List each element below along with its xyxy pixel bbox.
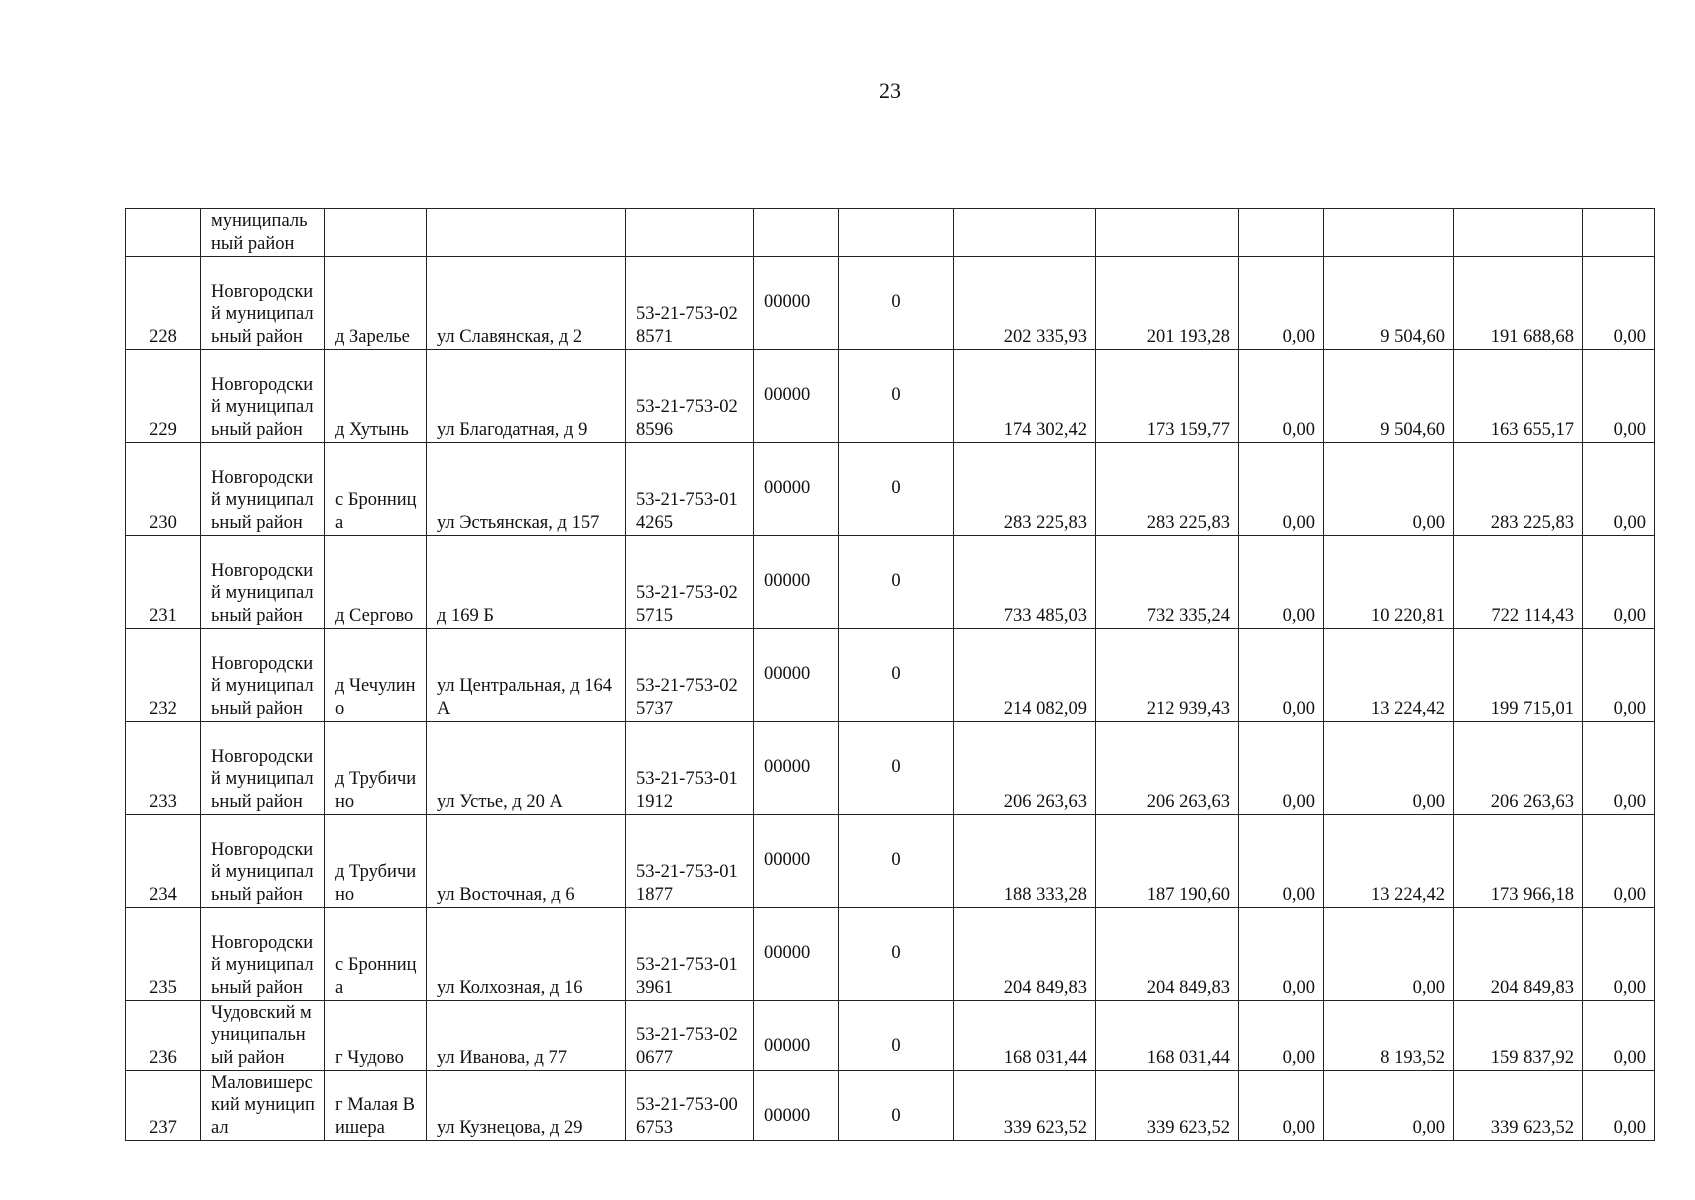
cell-value-6: 0,00 bbox=[1583, 1001, 1655, 1071]
cell-index: 234 bbox=[126, 815, 201, 908]
cell-value-3: 0,00 bbox=[1239, 350, 1324, 443]
cell-okato-code: 53-21-753-025737 bbox=[626, 629, 754, 722]
cell-district: Новгородский муниципальный район bbox=[201, 908, 325, 1001]
cell-code: 00000 bbox=[754, 1001, 839, 1071]
cell-index bbox=[126, 209, 201, 257]
table-row bbox=[126, 722, 1655, 815]
cell-value-4: 10 220,81 bbox=[1324, 536, 1454, 629]
table-row bbox=[126, 815, 1655, 908]
cell-value-1: 206 263,63 bbox=[954, 722, 1096, 815]
cell-okato-code: 53-21-753-020677 bbox=[626, 1001, 754, 1071]
cell-okato-code: 53-21-753-011912 bbox=[626, 722, 754, 815]
cell-index: 231 bbox=[126, 536, 201, 629]
cell-index: 236 bbox=[126, 1001, 201, 1071]
cell-value-2: 173 159,77 bbox=[1096, 350, 1239, 443]
cell-district: Новгородский муниципальный район bbox=[201, 350, 325, 443]
table-row bbox=[126, 257, 1655, 350]
cell-settlement: д Сергово bbox=[325, 536, 427, 629]
cell-address: ул Эстьянская, д 157 bbox=[427, 443, 626, 536]
cell-value-1: 339 623,52 bbox=[954, 1071, 1096, 1141]
cell-code: 00000 bbox=[754, 629, 839, 722]
cell-code: 00000 bbox=[754, 257, 839, 350]
cell-value-4: 0,00 bbox=[1324, 443, 1454, 536]
cell-address: ул Колхозная, д 16 bbox=[427, 908, 626, 1001]
cell-value-4: 13 224,42 bbox=[1324, 629, 1454, 722]
cell-value-5: 159 837,92 bbox=[1454, 1001, 1583, 1071]
cell-code-flag: 0 bbox=[839, 350, 954, 443]
cell-value-5: 173 966,18 bbox=[1454, 815, 1583, 908]
cell-value-5: 283 225,83 bbox=[1454, 443, 1583, 536]
cell-okato-code: 53-21-753-011877 bbox=[626, 815, 754, 908]
cell-value-2: 206 263,63 bbox=[1096, 722, 1239, 815]
cell-settlement: д Зарелье bbox=[325, 257, 427, 350]
cell-code-flag: 0 bbox=[839, 908, 954, 1001]
cell-code-flag: 0 bbox=[839, 722, 954, 815]
cell-code-flag: 0 bbox=[839, 629, 954, 722]
cell-value-5: 199 715,01 bbox=[1454, 629, 1583, 722]
cell-okato-code: 53-21-753-013961 bbox=[626, 908, 754, 1001]
cell-value-6: 0,00 bbox=[1583, 1071, 1655, 1141]
cell-value-2: 283 225,83 bbox=[1096, 443, 1239, 536]
cell-code: 00000 bbox=[754, 1071, 839, 1141]
cell-address: ул Кузнецова, д 29 bbox=[427, 1071, 626, 1141]
cell-value-5: 163 655,17 bbox=[1454, 350, 1583, 443]
cell-value-4: 8 193,52 bbox=[1324, 1001, 1454, 1071]
cell-district: Новгородский муниципальный район bbox=[201, 257, 325, 350]
cell-value-1: 214 082,09 bbox=[954, 629, 1096, 722]
cell-code-flag: 0 bbox=[839, 443, 954, 536]
cell-value-1: 202 335,93 bbox=[954, 257, 1096, 350]
cell-settlement: с Бронница bbox=[325, 443, 427, 536]
cell-value-4: 9 504,60 bbox=[1324, 257, 1454, 350]
cell-settlement: с Бронница bbox=[325, 908, 427, 1001]
cell-district: муниципальный район bbox=[201, 209, 325, 257]
cell-district: Новгородский муниципальный район bbox=[201, 722, 325, 815]
cell-value-2: 204 849,83 bbox=[1096, 908, 1239, 1001]
cell-code: 00000 bbox=[754, 722, 839, 815]
cell-district: Новгородский муниципальный район bbox=[201, 536, 325, 629]
cell-value-1: 174 302,42 bbox=[954, 350, 1096, 443]
cell-value-2: 339 623,52 bbox=[1096, 1071, 1239, 1141]
cell-value-4: 9 504,60 bbox=[1324, 350, 1454, 443]
cell-code: 00000 bbox=[754, 350, 839, 443]
cell-address: ул Восточная, д 6 bbox=[427, 815, 626, 908]
cell-settlement: г Чудово bbox=[325, 1001, 427, 1071]
cell-value-1: 283 225,83 bbox=[954, 443, 1096, 536]
cell-value-5: 722 114,43 bbox=[1454, 536, 1583, 629]
continuation-row bbox=[126, 209, 1655, 257]
cell-code-flag: 0 bbox=[839, 536, 954, 629]
cell-code: 00000 bbox=[754, 536, 839, 629]
cell-code-flag: 0 bbox=[839, 1071, 954, 1141]
cell-address: ул Славянская, д 2 bbox=[427, 257, 626, 350]
cell-value-4: 13 224,42 bbox=[1324, 815, 1454, 908]
cell-value-6: 0,00 bbox=[1583, 350, 1655, 443]
cell-value-2: 732 335,24 bbox=[1096, 536, 1239, 629]
cell-index: 237 bbox=[126, 1071, 201, 1141]
cell-value-5: 191 688,68 bbox=[1454, 257, 1583, 350]
cell-value-2: 212 939,43 bbox=[1096, 629, 1239, 722]
cell-value-6: 0,00 bbox=[1583, 908, 1655, 1001]
cell-code: 00000 bbox=[754, 815, 839, 908]
cell-value-2: 187 190,60 bbox=[1096, 815, 1239, 908]
table-row bbox=[126, 443, 1655, 536]
cell-code: 00000 bbox=[754, 908, 839, 1001]
cell-value-2: 201 193,28 bbox=[1096, 257, 1239, 350]
cell-index: 229 bbox=[126, 350, 201, 443]
cell-code-flag: 0 bbox=[839, 1001, 954, 1071]
cell-value-5: 339 623,52 bbox=[1454, 1071, 1583, 1141]
cell-address: ул Благодатная, д 9 bbox=[427, 350, 626, 443]
cell-index: 233 bbox=[126, 722, 201, 815]
cell-value-6: 0,00 bbox=[1583, 722, 1655, 815]
table-row bbox=[126, 629, 1655, 722]
cell-settlement: д Чечулино bbox=[325, 629, 427, 722]
cell-value-4: 0,00 bbox=[1324, 722, 1454, 815]
cell-okato-code: 53-21-753-006753 bbox=[626, 1071, 754, 1141]
cell-settlement: д Трубичино bbox=[325, 722, 427, 815]
cell-address: ул Центральная, д 164 А bbox=[427, 629, 626, 722]
cell-value-5: 206 263,63 bbox=[1454, 722, 1583, 815]
table-row bbox=[126, 350, 1655, 443]
cell-value-3: 0,00 bbox=[1239, 722, 1324, 815]
cell-value-3: 0,00 bbox=[1239, 536, 1324, 629]
cell-okato-code: 53-21-753-028596 bbox=[626, 350, 754, 443]
cell-code-flag: 0 bbox=[839, 257, 954, 350]
cell-settlement: г Малая Вишера bbox=[325, 1071, 427, 1141]
cell-value-6: 0,00 bbox=[1583, 629, 1655, 722]
cell-value-4: 0,00 bbox=[1324, 908, 1454, 1001]
cell-value-6: 0,00 bbox=[1583, 536, 1655, 629]
cell-value-3: 0,00 bbox=[1239, 257, 1324, 350]
cell-code: 00000 bbox=[754, 443, 839, 536]
table-row bbox=[126, 1071, 1655, 1141]
cell-settlement: д Трубичино bbox=[325, 815, 427, 908]
cell-district: Новгородский муниципальный район bbox=[201, 629, 325, 722]
cell-district: Новгородский муниципальный район bbox=[201, 443, 325, 536]
page-number: 23 bbox=[879, 78, 901, 103]
cell-okato-code: 53-21-753-028571 bbox=[626, 257, 754, 350]
cell-value-1: 204 849,83 bbox=[954, 908, 1096, 1001]
cell-value-3: 0,00 bbox=[1239, 443, 1324, 536]
cell-address: д 169 Б bbox=[427, 536, 626, 629]
cell-address: ул Устье, д 20 А bbox=[427, 722, 626, 815]
cell-value-3: 0,00 bbox=[1239, 908, 1324, 1001]
cell-value-3: 0,00 bbox=[1239, 1001, 1324, 1071]
cell-value-6: 0,00 bbox=[1583, 443, 1655, 536]
cell-index: 235 bbox=[126, 908, 201, 1001]
cell-index: 232 bbox=[126, 629, 201, 722]
cell-value-1: 733 485,03 bbox=[954, 536, 1096, 629]
cell-value-3: 0,00 bbox=[1239, 629, 1324, 722]
cell-value-3: 0,00 bbox=[1239, 1071, 1324, 1141]
cell-okato-code: 53-21-753-014265 bbox=[626, 443, 754, 536]
cell-value-1: 168 031,44 bbox=[954, 1001, 1096, 1071]
cell-code-flag: 0 bbox=[839, 815, 954, 908]
cell-value-4: 0,00 bbox=[1324, 1071, 1454, 1141]
cell-index: 230 bbox=[126, 443, 201, 536]
cell-okato-code: 53-21-753-025715 bbox=[626, 536, 754, 629]
cell-value-6: 0,00 bbox=[1583, 257, 1655, 350]
cell-district: Маловишерский муниципал bbox=[201, 1071, 325, 1141]
cell-value-1: 188 333,28 bbox=[954, 815, 1096, 908]
cell-district: Чудовский муниципальный район bbox=[201, 1001, 325, 1071]
cell-value-6: 0,00 bbox=[1583, 815, 1655, 908]
cell-value-5: 204 849,83 bbox=[1454, 908, 1583, 1001]
table-row bbox=[126, 536, 1655, 629]
register-table bbox=[125, 208, 1655, 1141]
cell-address: ул Иванова, д 77 bbox=[427, 1001, 626, 1071]
cell-settlement: д Хутынь bbox=[325, 350, 427, 443]
cell-index: 228 bbox=[126, 257, 201, 350]
cell-district: Новгородский муниципальный район bbox=[201, 815, 325, 908]
cell-value-3: 0,00 bbox=[1239, 815, 1324, 908]
table-row bbox=[126, 1001, 1655, 1071]
cell-value-2: 168 031,44 bbox=[1096, 1001, 1239, 1071]
table-row bbox=[126, 908, 1655, 1001]
